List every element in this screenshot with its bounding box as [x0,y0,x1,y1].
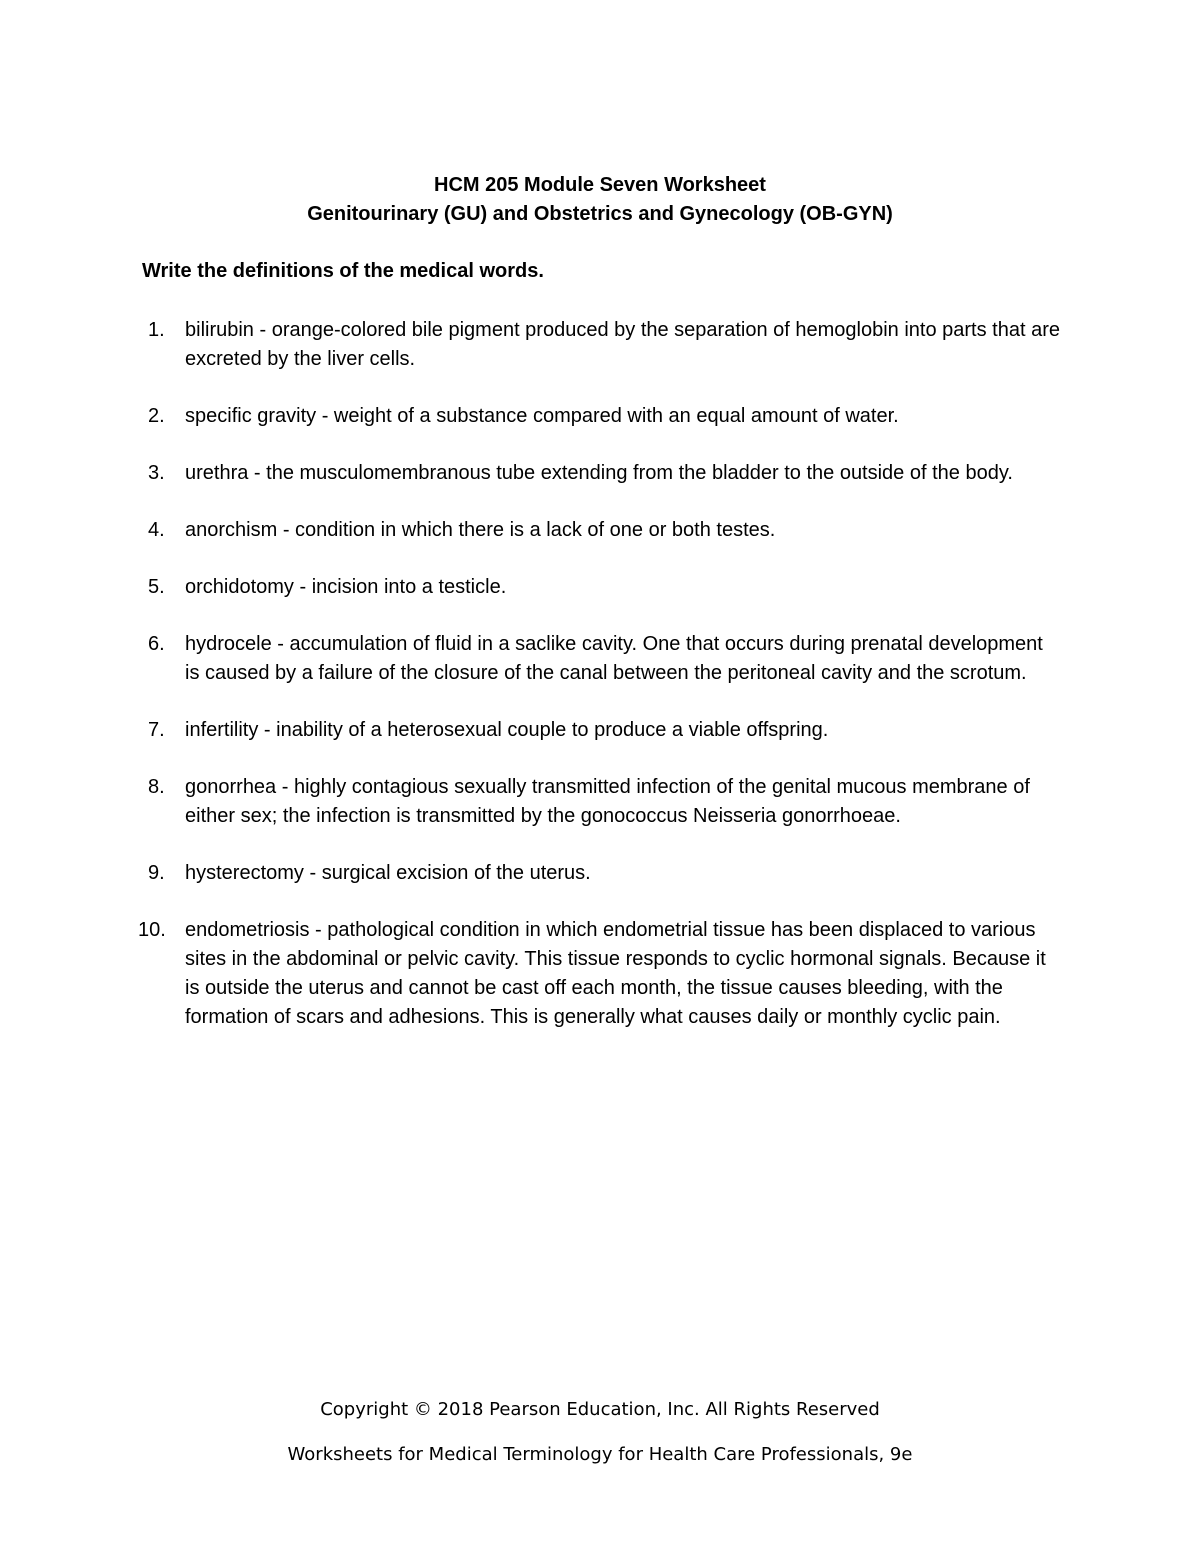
instructions: Write the definitions of the medical words. [142,260,544,282]
item-number: 6. [148,633,165,655]
item-number: 3. [148,462,165,484]
item-definition: hydrocele - accumulation of fluid in a saclike cavity. One that occurs during prenatal development is caused by a failure of the closure of the canal between the peritoneal cavity and the scrotum. [185,633,1043,684]
item-number: 10. [138,919,166,941]
item-definition: infertility - inability of a heterosexual couple to produce a viable offspring. [185,719,829,741]
list-item [142,859,1062,888]
item-definition: gonorrhea - highly contagious sexually transmitted infection of the genital mucous membrane of either sex; the infection is transmitted by the gonococcus Neisseria gonorrhoeae. [185,776,1030,827]
item-number: 7. [148,719,165,741]
item-definition: anorchism - condition in which there is a lack of one or both testes. [185,519,776,541]
definition-list [138,316,1062,1060]
page-subtitle: Genitourinary (GU) and Obstetrics and Gynecology (OB-GYN) [307,203,893,225]
item-number: 5. [148,576,165,598]
item-number: 2. [148,405,165,427]
list-item [138,916,1062,1032]
item-definition: bilirubin - orange-colored bile pigment produced by the separation of hemoglobin into parts that are excreted by the liver cells. [185,319,1060,370]
list-item [142,516,1062,545]
item-definition: orchidotomy - incision into a testicle. [185,576,507,598]
item-number: 4. [148,519,165,541]
item-definition: specific gravity - weight of a substance compared with an equal amount of water. [185,405,899,427]
list-item [142,402,1062,431]
item-definition: urethra - the musculomembranous tube extending from the bladder to the outside of the body. [185,462,1013,484]
item-number: 9. [148,862,165,884]
item-number: 1. [148,319,165,341]
item-number: 8. [148,776,165,798]
item-definition: hysterectomy - surgical excision of the uterus. [185,862,591,884]
item-definition: endometriosis - pathological condition in which endometrial tissue has been displaced to various sites in the abdominal or pelvic cavity. This tissue responds to cyclic hormonal signals. Because it is outside the uterus and cannot be cast off each month, the tissue causes bleeding, with the formation of scars and adhesions. This is generally what causes daily or monthly cyclic pain. [185,919,1046,1028]
list-item [142,459,1062,488]
page-title: HCM 205 Module Seven Worksheet [434,174,766,196]
copyright-footer: Copyright © 2018 Pearson Education, Inc. All Rights Reserved [320,1399,880,1420]
list-item [142,716,1062,745]
list-item [142,573,1062,602]
list-item [142,316,1062,374]
list-item [142,630,1062,688]
list-item [142,773,1062,831]
book-title-footer: Worksheets for Medical Terminology for Health Care Professionals, 9e [287,1444,913,1465]
title-block [0,171,1200,229]
